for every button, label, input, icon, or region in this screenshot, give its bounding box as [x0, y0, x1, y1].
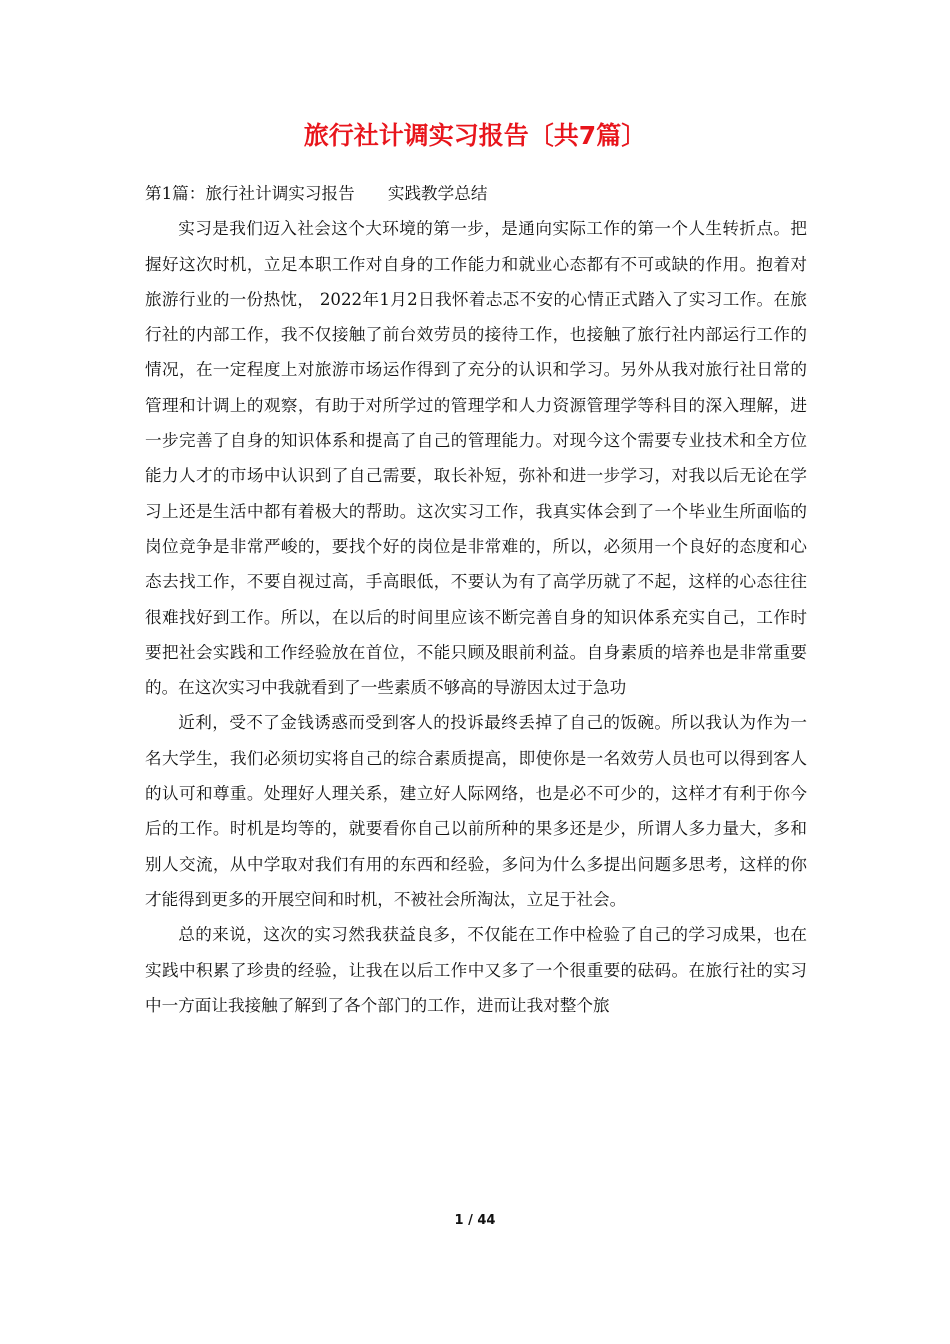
paragraph-2: 近利，受不了金钱诱惑而受到客人的投诉最终丢掉了自己的饭碗。所以我认为作为一名大学生，我们必须切实将自己的综合素质提高，即使你是一名效劳人员也可以得到客人的认可和尊重。处理好人理关系，建立好人际网络，也是必不可少的，这样才有利于你今后的工作。时机是均等的，就要看你自己以前所种的果多还是少，所谓人多力量大，多和别人交流，从中学取对我们有用的东西和经验，多问为什么多提出问题多思考，这样的你才能得到更多的开展空间和时机，不被社会所淘汰，立足于社会。	[145, 713, 807, 909]
document-title: 旅行社计调实习报告〔共7篇〕	[303, 121, 647, 150]
paragraph-3: 总的来说，这次的实习然我获益良多，不仅能在工作中检验了自己的学习成果，也在实践中积累了珍贵的经验，让我在以后工作中又多了一个很重要的砝码。在旅行社的实习中一方面让我接触了解到了各个部门的工作，进而让我对整个旅	[145, 925, 807, 1015]
section-heading: 第1篇：旅行社计调实习报告 实践教学总结	[145, 184, 488, 203]
paragraph-1: 实习是我们迈入社会这个大环境的第一步，是通向实际工作的第一个人生转折点。把握好这次时机，立足本职工作对自身的工作能力和就业心态都有不可或缺的作用。抱着对旅游行业的一份热忱， 2022年1月2日我怀着忐忑不安的心情正式踏入了实习工作。在旅行社的内部工作，我不仅接触了前台效劳员的接待工作，也接触了旅行社内部运行工作的情况，在一定程度上对旅游市场运作得到了充分的认识和学习。另外从我对旅行社日常的管理和计调上的观察，有助于对所学过的管理学和人力资源管理学等科目的深入理解，进一步完善了自身的知识体系和提高了自己的管理能力。对现今这个需要专业技术和全方位能力人才的市场中认识到了自己需要，取长补短，弥补和进一步学习，对我以后无论在学习上还是生活中都有着极大的帮助。这次实习工作，我真实体会到了一个毕业生所面临的岗位竞争是非常严峻的，要找个好的岗位是非常难的，所以，必须用一个良好的态度和心态去找工作，不要自视过高，手高眼低，不要认为有了高学历就了不起，这样的心态往往很难找好到工作。所以，在以后的时间里应该不断完善自身的知识体系充实自己，工作时要把社会实践和工作经验放在首位，不能只顾及眼前利益。自身素质的培养也是非常重要的。在这次实习中我就看到了一些素质不够高的导游因太过于急功	[145, 219, 807, 698]
page-indicator: 1 / 44	[454, 1213, 496, 1228]
document-body	[145, 176, 807, 1023]
